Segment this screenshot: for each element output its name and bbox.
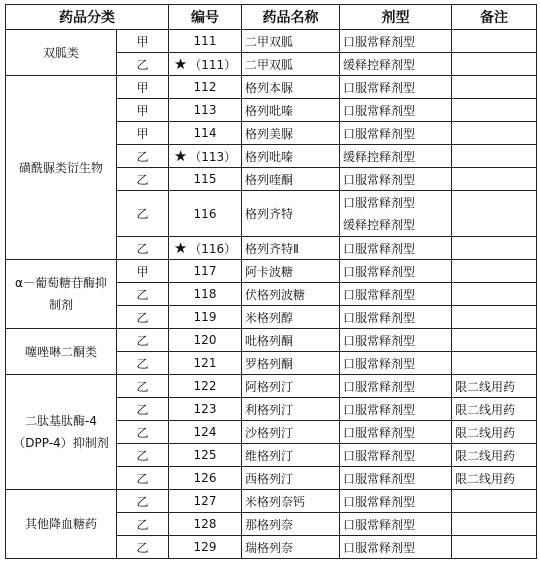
- dosage-form-cell: [340, 53, 452, 76]
- code-cell: [169, 536, 242, 559]
- dosage-form-text: 口服常释剂型: [343, 241, 416, 256]
- drug-catalog-table: [5, 4, 537, 559]
- remarks-cell: [452, 76, 537, 99]
- category-cell: 噻唑啉二酮类: [6, 329, 117, 375]
- table-body: [6, 30, 537, 559]
- remarks-cell: [452, 513, 537, 536]
- dosage-form-cell: [340, 168, 452, 191]
- code-text: 129: [193, 540, 217, 554]
- code-cell: [169, 352, 242, 375]
- dosage-form-cell: [340, 329, 452, 352]
- dosage-form-cell: [340, 30, 452, 53]
- drug-name-cell: 瑞格列奈: [242, 536, 340, 559]
- grade-cell: 乙: [117, 283, 169, 306]
- dosage-form-cell: [340, 237, 452, 260]
- code-cell: [169, 145, 242, 168]
- code-text: 122: [193, 379, 217, 393]
- dosage-form-cell: [340, 145, 452, 168]
- star-icon: ★: [173, 55, 188, 73]
- table-row: [6, 76, 537, 99]
- remarks-cell: [452, 283, 537, 306]
- drug-name-cell: 沙格列汀: [242, 421, 340, 444]
- code-cell: [169, 76, 242, 99]
- drug-name-cell: 阿格列汀: [242, 375, 340, 398]
- dosage-form-cell: [340, 306, 452, 329]
- code-text: （116）: [189, 242, 237, 256]
- dosage-form-cell: [340, 352, 452, 375]
- code-text: 127: [193, 494, 217, 508]
- dosage-form-cell: [340, 283, 452, 306]
- remarks-cell: [452, 191, 537, 237]
- category-cell: 二肽基肽酶-4（DPP-4）抑制剂: [6, 375, 117, 490]
- remarks-cell: [452, 490, 537, 513]
- remarks-cell: 限二线用药: [452, 421, 537, 444]
- grade-cell: 乙: [117, 237, 169, 260]
- drug-name-cell: 那格列奈: [242, 513, 340, 536]
- dosage-form-text: 口服常释剂型: [343, 379, 416, 394]
- dosage-form-cell: [340, 421, 452, 444]
- remarks-cell: 限二线用药: [452, 375, 537, 398]
- grade-cell: 乙: [117, 421, 169, 444]
- code-cell: [169, 444, 242, 467]
- header-dosage-form: 剂型: [340, 5, 452, 30]
- table-row: [6, 375, 537, 398]
- code-text: 120: [193, 333, 217, 347]
- dosage-form-cell: [340, 191, 452, 237]
- dosage-form-text: 口服常释剂型: [343, 471, 416, 486]
- table-row: [6, 30, 537, 53]
- dosage-form-text: 口服常释剂型: [343, 264, 416, 279]
- drug-name-cell: 格列吡嗪: [242, 145, 340, 168]
- code-text: 115: [193, 172, 217, 186]
- code-cell: [169, 283, 242, 306]
- remarks-cell: [452, 260, 537, 283]
- header-row: [6, 5, 537, 30]
- code-text: （113）: [189, 150, 237, 164]
- dosage-form-cell: [340, 536, 452, 559]
- code-text: 117: [193, 264, 217, 278]
- drug-name-cell: 格列吡嗪: [242, 99, 340, 122]
- grade-cell: 乙: [117, 145, 169, 168]
- remarks-cell: 限二线用药: [452, 467, 537, 490]
- grade-cell: 乙: [117, 375, 169, 398]
- code-text: 119: [193, 310, 217, 324]
- star-icon: ★: [173, 147, 188, 165]
- grade-cell: 甲: [117, 76, 169, 99]
- table-row: [6, 329, 537, 352]
- dosage-form-text: 口服常释剂型: [343, 540, 416, 555]
- grade-cell: 乙: [117, 444, 169, 467]
- dosage-form-cell: [340, 122, 452, 145]
- remarks-cell: [452, 122, 537, 145]
- dosage-form-text: 口服常释剂型: [343, 172, 416, 187]
- header-code: 编号: [169, 5, 242, 30]
- dosage-form-text: 口服常释剂型: [343, 356, 416, 371]
- drug-name-cell: 罗格列酮: [242, 352, 340, 375]
- code-cell: [169, 490, 242, 513]
- header-drug-name: 药品名称: [242, 5, 340, 30]
- grade-cell: 乙: [117, 513, 169, 536]
- dosage-form-cell: [340, 467, 452, 490]
- remarks-cell: [452, 145, 537, 168]
- dosage-form-cell: [340, 444, 452, 467]
- code-cell: [169, 53, 242, 76]
- remarks-cell: [452, 352, 537, 375]
- grade-cell: 甲: [117, 30, 169, 53]
- code-text: 112: [193, 80, 217, 94]
- code-cell: [169, 398, 242, 421]
- dosage-form-text: 口服常释剂型: [343, 126, 416, 141]
- grade-cell: 甲: [117, 260, 169, 283]
- drug-name-cell: 二甲双胍: [242, 30, 340, 53]
- code-cell: [169, 375, 242, 398]
- code-cell: [169, 306, 242, 329]
- remarks-cell: [452, 536, 537, 559]
- remarks-cell: [452, 30, 537, 53]
- code-text: 113: [193, 103, 217, 117]
- table-row: [6, 260, 537, 283]
- code-text: 128: [193, 517, 217, 531]
- code-cell: [169, 168, 242, 191]
- code-cell: [169, 421, 242, 444]
- code-cell: [169, 329, 242, 352]
- grade-cell: 乙: [117, 352, 169, 375]
- drug-name-cell: 西格列汀: [242, 467, 340, 490]
- remarks-cell: [452, 99, 537, 122]
- code-text: 116: [193, 206, 217, 221]
- code-text: 126: [193, 471, 217, 485]
- drug-name-cell: 格列喹酮: [242, 168, 340, 191]
- code-cell: [169, 99, 242, 122]
- grade-cell: 乙: [117, 191, 169, 237]
- drug-name-cell: 格列齐特Ⅱ: [242, 237, 340, 260]
- grade-cell: 甲: [117, 99, 169, 122]
- dosage-form-text: 口服常释剂型: [343, 103, 416, 118]
- code-text: 118: [193, 287, 217, 301]
- dosage-form-text: 口服常释剂型: [343, 402, 416, 417]
- remarks-cell: 限二线用药: [452, 398, 537, 421]
- code-text: 114: [193, 126, 217, 140]
- drug-name-cell: 利格列汀: [242, 398, 340, 421]
- code-cell: [169, 260, 242, 283]
- drug-name-cell: 伏格列波糖: [242, 283, 340, 306]
- remarks-cell: [452, 237, 537, 260]
- grade-cell: 乙: [117, 306, 169, 329]
- grade-cell: 乙: [117, 467, 169, 490]
- drug-name-cell: 格列齐特: [242, 191, 340, 237]
- drug-name-cell: 阿卡波糖: [242, 260, 340, 283]
- drug-name-cell: 维格列汀: [242, 444, 340, 467]
- dosage-form-cell: [340, 398, 452, 421]
- category-cell: α－葡萄糖苷酶抑制剂: [6, 260, 117, 329]
- star-icon: ★: [173, 239, 188, 257]
- category-cell: 磺酰脲类衍生物: [6, 76, 117, 260]
- dosage-form-text: 口服常释剂型: [343, 80, 416, 95]
- dosage-form-text: 缓释控释剂型: [343, 57, 416, 72]
- dosage-form-cell: [340, 260, 452, 283]
- header-category: 药品分类: [6, 5, 169, 30]
- code-text: 124: [193, 425, 217, 439]
- dosage-form-text: 口服常释剂型: [343, 310, 416, 325]
- dosage-form-text: 口服常释剂型: [343, 425, 416, 440]
- dosage-form-text: 口服常释剂型: [343, 494, 416, 509]
- grade-cell: 乙: [117, 329, 169, 352]
- code-text: 123: [193, 402, 217, 416]
- code-text: 111: [193, 34, 217, 48]
- grade-cell: 乙: [117, 168, 169, 191]
- dosage-form-text: 口服常释剂型: [343, 448, 416, 463]
- drug-name-cell: 格列本脲: [242, 76, 340, 99]
- dosage-form-text: 口服常释剂型: [343, 517, 416, 532]
- code-text: （111）: [189, 58, 237, 72]
- grade-cell: 乙: [117, 490, 169, 513]
- remarks-cell: 限二线用药: [452, 444, 537, 467]
- dosage-form-cell: [340, 513, 452, 536]
- dosage-form-text: 缓释控释剂型: [343, 217, 416, 232]
- grade-cell: 乙: [117, 536, 169, 559]
- grade-cell: 乙: [117, 53, 169, 76]
- category-cell: 双胍类: [6, 30, 117, 76]
- code-text: 121: [193, 356, 217, 370]
- code-cell: [169, 30, 242, 53]
- dosage-form-text: 口服常释剂型: [343, 333, 416, 348]
- category-cell: 其他降血糖药: [6, 490, 117, 559]
- code-cell: [169, 513, 242, 536]
- dosage-form-text: 缓释控释剂型: [343, 149, 416, 164]
- dosage-form-text: 口服常释剂型: [343, 287, 416, 302]
- code-cell: [169, 191, 242, 237]
- header-remarks: 备注: [452, 5, 537, 30]
- remarks-cell: [452, 53, 537, 76]
- grade-cell: 乙: [117, 398, 169, 421]
- drug-table-container: [5, 4, 537, 559]
- dosage-form-cell: [340, 490, 452, 513]
- grade-cell: 甲: [117, 122, 169, 145]
- drug-name-cell: 格列美脲: [242, 122, 340, 145]
- code-cell: [169, 467, 242, 490]
- code-cell: [169, 122, 242, 145]
- remarks-cell: [452, 329, 537, 352]
- code-text: 125: [193, 448, 217, 462]
- dosage-form-cell: [340, 99, 452, 122]
- code-cell: [169, 237, 242, 260]
- remarks-cell: [452, 306, 537, 329]
- dosage-form-text: 口服常释剂型: [343, 34, 416, 49]
- table-row: [6, 490, 537, 513]
- remarks-cell: [452, 168, 537, 191]
- dosage-form-text: 口服常释剂型: [343, 195, 416, 210]
- drug-name-cell: 吡格列酮: [242, 329, 340, 352]
- dosage-form-cell: [340, 375, 452, 398]
- dosage-form-cell: [340, 76, 452, 99]
- drug-name-cell: 二甲双胍: [242, 53, 340, 76]
- drug-name-cell: 米格列奈钙: [242, 490, 340, 513]
- drug-name-cell: 米格列醇: [242, 306, 340, 329]
